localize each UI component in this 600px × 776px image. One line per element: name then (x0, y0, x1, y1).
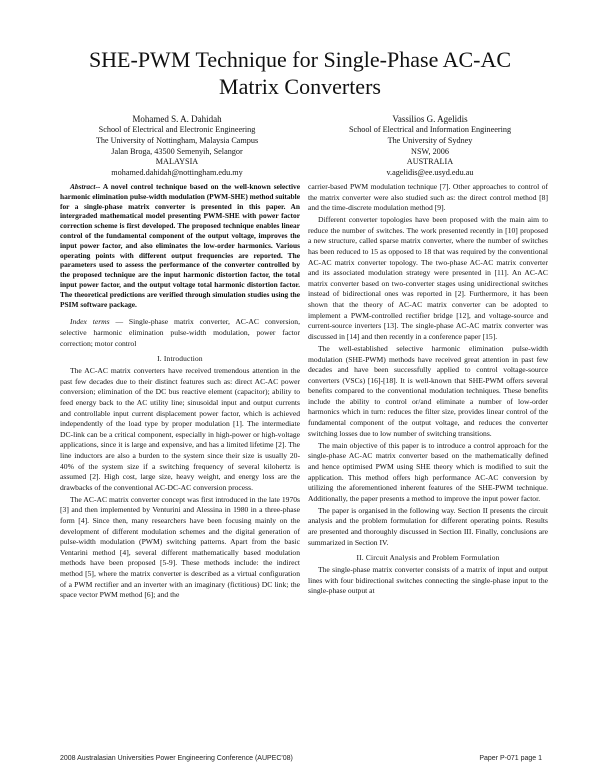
section-heading: II. Circuit Analysis and Problem Formulation (356, 553, 500, 563)
paragraph: carrier-based PWM modulation technique [7]. Other approaches to control of the matrix converter were also studied such as: the direct control method [8] and the time-discrete modulation method [9]. (308, 182, 548, 213)
index-terms-label: Index terms (70, 317, 110, 327)
author-affiliation-line: NSW, 2006 (411, 146, 449, 156)
author-affiliation-line: The University of Sydney (387, 135, 473, 145)
index-terms (60, 317, 300, 349)
paragraph: The well-established selective harmonic elimination pulse-width modulation (SHE-PWM) methods have received great attention in past few decades and have been successfully applied to control voltage-source converters (VSCs) [16]-[18]. It is well-known that SHE-PWM offers several benefits compared to the conventional modulation techniques. These benefits include the ability to control or/and eliminate a number of low-order harmonics which in turn: reduces the filter size, provides linear control of the fundamental component of the output voltage, and reduces the converter switching losses due to low number of switching transitions. (308, 343, 548, 438)
author-affiliation-line: School of Electrical and Information Engineering (348, 125, 512, 134)
author-block-2 (305, 113, 555, 179)
footer-conference: 2008 Australasian Universities Power Engineering Conference (AUPEC'08) (60, 755, 293, 762)
paragraph: The AC-AC matrix converter concept was first introduced in the late 1970s [3] and then implemented by Venturini and Alessina in 1980 in a three-phase form [4]. Since then, many researchers have been focusing mainly on the development of different modulation schemes and the digital generation of pulse-width modulation (PWM) switching patterns. Apart from the basic Ventarini method [4], several different mathematically based modulation methods have been proposed [5-9]. These methods include: the indirect method [5], where the matrix converter is described as a virtual configuration of a PWM rectifier and an inverter with an imaginary (fictitious) DC link; the space vector PWM method [6]; and the (60, 494, 300, 600)
left-column (60, 182, 300, 602)
index-terms-text: — Single-phase matrix converter, AC-AC conversion, selective harmonic elimination pulse-width modulation, power factor correction; motor control (60, 317, 301, 348)
paper-title: SHE-PWM Technique for Single-Phase AC-AC Matrix Converters (88, 47, 512, 99)
paragraph: The main objective of this paper is to introduce a control approach for the single-phase AC-AC matrix converter based on the mathematically defined and hence optimised PWM using SHE theory which is modified to suit the application. This method offers high performance AC-AC conversion by utilizing the aforementioned inherent features of the SHE-PWM technique. Additionally, the paper presents a method to improve the input power factor. (308, 440, 548, 503)
author-affiliation-line: Jalan Broga, 43500 Semenyih, Selangor (111, 146, 243, 156)
abstract-label: Abstract (70, 182, 96, 191)
paragraph: The single-phase matrix converter consists of a matrix of input and output lines with four bidirectional switches connecting the single-phase input to the single-phase output at (308, 565, 548, 596)
abstract (60, 182, 300, 309)
abstract-text: -- A novel control technique based on the well-known selective harmonic elimination pulse-width modulation (PWM-SHE) method suitable for a single-phase matrix converter is presented in this paper. An intergraded mathematical model presenting PWM-SHE with power factor correction scheme is first developed. The proposed technique enables linear control of the fundamental component of the output voltage, improves the input power factor, and also eliminates the low-order harmonics. Various operating points with different output frequencies are reported. The parameters used to assess the performance of the converter controlled by the proposed technique are the input harmonic distortion factor, the total input power factor, and the output voltage total harmonic distortion factor. The theoretical predictions are verified through simulation studies using the PSIM software package. (60, 182, 300, 309)
paragraph: The paper is organised in the following way. Section II presents the circuit analysis and the problem formulation for different operating points. Results are presented and thoroughly discussed in Section III. Finally, conclusions are summarized in Section IV. (308, 505, 548, 547)
author-email[interactable]: v.agelidis@ee.usyd.edu.au (386, 168, 474, 178)
author-block-1 (52, 113, 302, 179)
author-affiliation-line: School of Electrical and Electronic Engineering (98, 125, 256, 134)
author-name: Vassilios G. Agelidis (392, 114, 468, 124)
author-affiliation-line: The University of Nottingham, Malaysia Campus (95, 135, 259, 145)
author-email[interactable]: mohamed.dahidah@nottingham.edu.my (111, 168, 243, 178)
author-name: Mohamed S. A. Dahidah (132, 114, 222, 124)
right-column (308, 182, 548, 599)
author-affiliation-line: AUSTRALIA (406, 157, 454, 167)
paragraph: Different converter topologies have been proposed with the main aim to reduce the number of switches. The work presented recently in [10] proposed a new structure, called sparse matrix converter, where the number of switches has been reduced to 15 as opposed to 18 that was required by the conventional AC-AC matrix converter topology. The two-phase AC-AC matrix converter and its associated modulation strategy were presented in [11]. An AC-AC matrix converter based on two-converter stages using unidirectional switches instead of bidirectional ones was reported in [2]. Furthermore, it has been shown that the theory of AC-AC matrix converter can be adopted to implement a PWM-controlled rectifier bridge [12], and voltage-source and current-source inverters [13]. The single-phase AC-AC matrix converter was discussed in [14] and then recently in a conference paper [15]. (308, 215, 548, 341)
footer-page-number: Paper P-071 page 1 (479, 755, 542, 762)
section-heading: I. Introduction (157, 354, 203, 364)
paragraph: The AC-AC matrix converters have received tremendous attention in the past few decades due to their distinct features such as: direct AC-AC power conversion; elimination of the DC bus reactive element (capacitor); ability to feed energy back to the AC utility line; sinusoidal input and output currents and controllable input current displacement power factor, which is achieved independently of the load type by proper modulation [1]. The intermediate DC-link can be a critical component, especially in high-power or high-voltage applications, since it is large and expensive, and has a limited lifetime [2]. The line inductors are also a burden to the system since their size is usually 20-40% of the system size if a switching frequency of several kilohertz is assumed [2]. High cost, large size, heavy weight, and energy loss are the drawbacks of the conventional AC-DC-AC conversion process. (60, 366, 300, 492)
author-affiliation-line: MALAYSIA (155, 157, 199, 167)
